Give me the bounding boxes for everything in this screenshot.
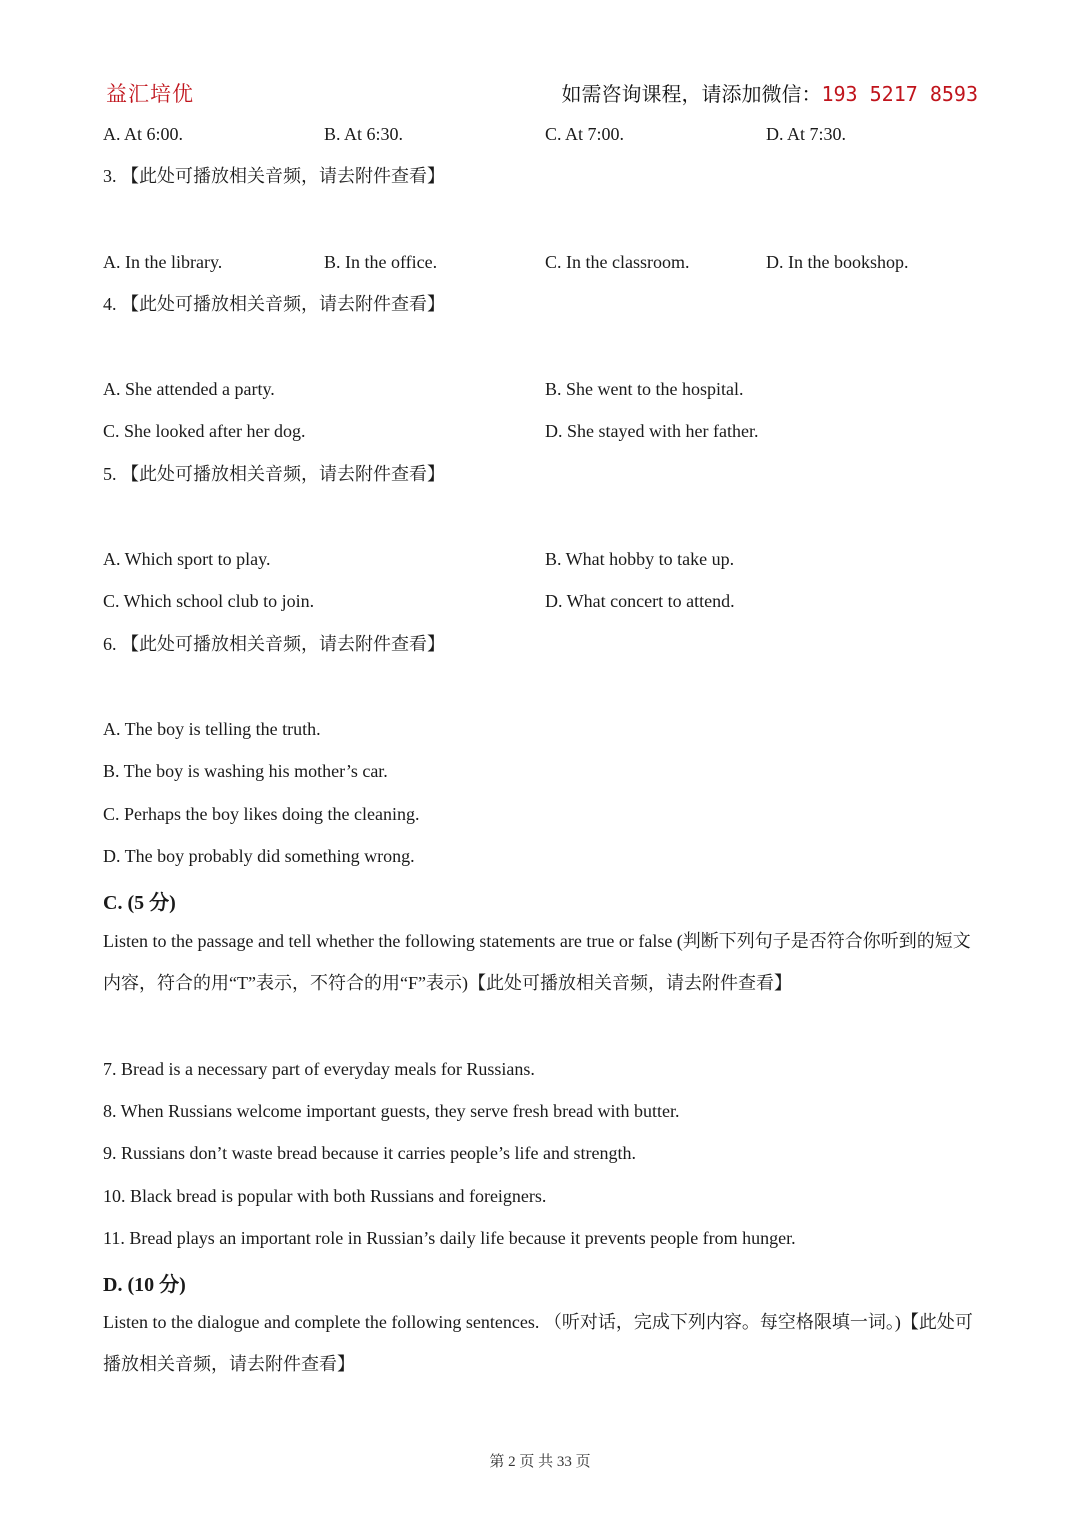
q4-option-a: A. She attended a party. [103,379,275,399]
page-number: 第 2 页 共 33 页 [489,1454,591,1470]
q6-prompt: 6. 【此处可播放相关音频，请去附件查看】 [103,634,445,654]
section-c-instruction: Listen to the passage and tell whether the following statements are true or false (判断下列句子是否符合你听到的短文内容，符合的用“T”表示，不符合的用“F”表示)【此处可播放相关音频，请去附件查看】 [103,931,971,993]
q3-option-a: A. In the library. [103,252,223,272]
q4-option-c: C. She looked after her dog. [103,421,306,441]
q3-option-c: C. In the classroom. [545,252,690,272]
statement-11: 11. Bread plays an important role in Russian’s daily life because it prevents people from hunger. [103,1228,796,1248]
page-header [106,78,978,112]
q2-option-c: C. At 7:00. [545,124,625,144]
contact-label: 如需咨询课程，请添加微信： [561,82,822,106]
q5-option-d: D. What concert to attend. [545,591,735,611]
statement-9: 9. Russians don’t waste bread because it carries people’s life and strength. [103,1143,637,1163]
q4-option-b: B. She went to the hospital. [545,379,744,399]
q5-prompt: 5. 【此处可播放相关音频，请去附件查看】 [103,464,445,484]
section-d-heading: D. (10 分) [103,1274,186,1296]
q3-prompt: 3. 【此处可播放相关音频，请去附件查看】 [103,166,445,186]
statement-8: 8. When Russians welcome important guests, they serve fresh bread with butter. [103,1101,680,1121]
q3-option-d: D. In the bookshop. [766,252,909,272]
section-c-heading: C. (5 分) [103,892,176,914]
q2-option-d: D. At 7:30. [766,124,847,144]
q6-option-c: C. Perhaps the boy likes doing the cleaning. [103,804,420,824]
q6-option-d: D. The boy probably did something wrong. [103,846,415,866]
q4-option-d: D. She stayed with her father. [545,421,759,441]
wechat-number: 193 5217 8593 [821,82,978,106]
q2-option-a: A. At 6:00. [103,124,184,144]
brand-name: 益汇培优 [106,82,194,106]
q2-option-b: B. At 6:30. [324,124,404,144]
q6-option-a: A. The boy is telling the truth. [103,719,321,739]
q4-prompt: 4. 【此处可播放相关音频，请去附件查看】 [103,294,445,314]
q5-option-a: A. Which sport to play. [103,549,271,569]
q3-option-b: B. In the office. [324,252,438,272]
statement-7: 7. Bread is a necessary part of everyday meals for Russians. [103,1059,535,1079]
q6-option-b: B. The boy is washing his mother’s car. [103,761,388,781]
statement-10: 10. Black bread is popular with both Russians and foreigners. [103,1186,547,1206]
contact-info [561,78,978,107]
section-d-instruction: Listen to the dialogue and complete the following sentences. （听对话，完成下列内容。每空格限填一词。)【此处可播放相关音频，请去附件查看】 [103,1312,973,1374]
q5-option-b: B. What hobby to take up. [545,549,735,569]
q5-option-c: C. Which school club to join. [103,591,315,611]
